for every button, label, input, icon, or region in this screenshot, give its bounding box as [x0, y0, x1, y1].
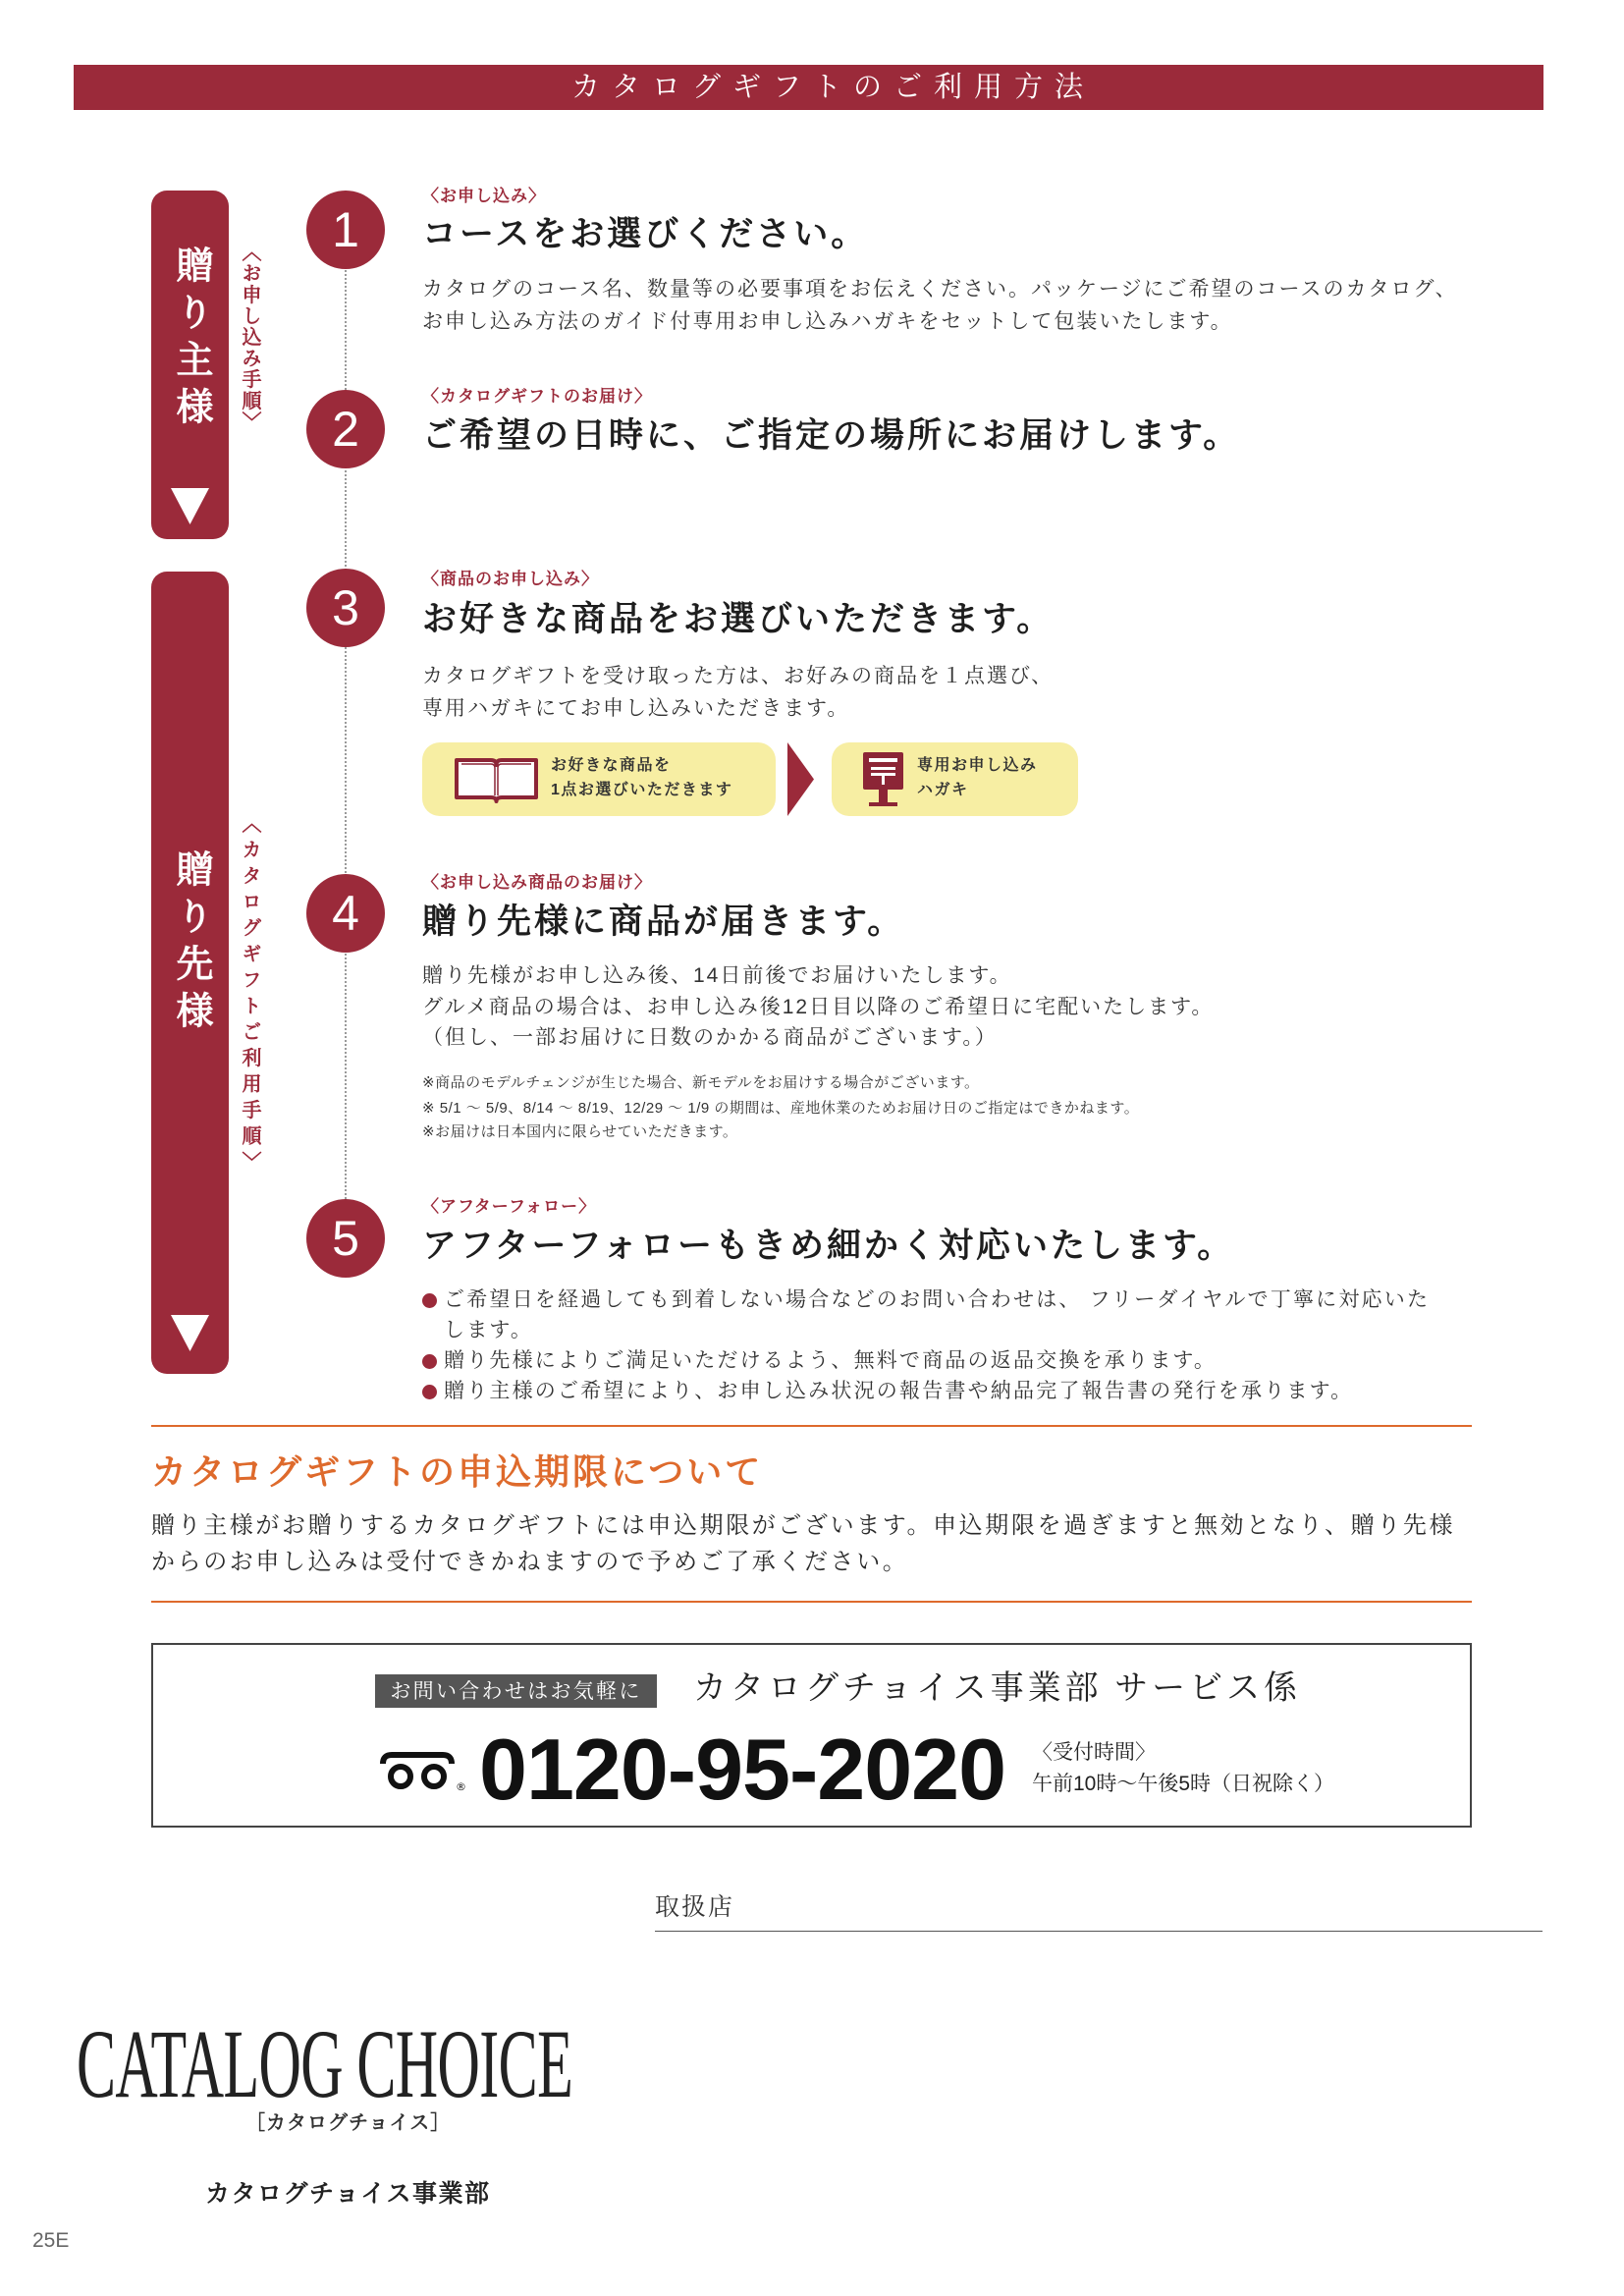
step-3-body-line: 専用ハガキにてお申し込みいただきます。 — [422, 697, 850, 720]
step-number-badge: 4 — [306, 874, 385, 953]
deadline-text-line: からのお申し込みは受付できかねますので予めご了承ください。 — [151, 1549, 909, 1575]
step-1-body-line: お申し込み方法のガイド付専用お申し込みハガキをセットして包装いたします。 — [422, 310, 1233, 333]
brand-logo: CATALOG CHOICE — [77, 2009, 573, 2118]
postcard-box-line: ハガキ — [917, 782, 969, 798]
step-2-title: ご希望の日時に、ご指定の場所にお届けします。 — [422, 416, 1241, 455]
deadline-text-line: 贈り主様がお贈りするカタログギフトには申込期限がございます。申込期限を過ぎますと無効となり、贈り先様 — [151, 1512, 1456, 1539]
list-item-text: 贈り先様によりご満足いただけるよう、無料で商品の返品交換を承ります。 — [444, 1349, 1218, 1372]
deadline-heading: カタログギフトの申込期限について — [151, 1451, 764, 1492]
list-item — [422, 1345, 1443, 1376]
recipient-caption: 〈カタログギフトご利用手順〉 — [239, 813, 260, 1177]
postcard-box-line: 専用お申し込み — [917, 757, 1038, 774]
divider — [151, 1425, 1472, 1427]
postbox-icon — [861, 750, 905, 808]
recipient-label: 贈り先様 — [170, 849, 211, 1038]
bullet-icon — [422, 1293, 437, 1308]
step-number-badge: 3 — [306, 569, 385, 647]
step-4-note: ※ 5/1 ～ 5/9、8/14 ～ 8/19、12/29 ～ 1/9 の期間は、産地休業のためお届け日のご指定はできかねます。 — [422, 1100, 1140, 1117]
step-4-body-line: （但し、一部お届けに日数のかかる商品がございます。） — [422, 1026, 998, 1049]
select-box-line: 1点お選びいただきます — [551, 782, 733, 798]
hours-label: 〈受付時間〉 — [1032, 1741, 1156, 1764]
brand-reading: ［カタログチョイス］ — [245, 2112, 452, 2134]
down-arrow-icon — [171, 1315, 209, 1351]
brand-division: カタログチョイス事業部 — [205, 2180, 491, 2208]
step-number-badge: 2 — [306, 390, 385, 468]
down-arrow-icon — [171, 488, 209, 524]
step-4-tag: 〈お申し込み商品のお届け〉 — [422, 873, 652, 892]
sender-caption: 〈お申し込み手順〉 — [239, 242, 260, 433]
step-5-title: アフターフォローもきめ細かく対応いたします。 — [422, 1227, 1235, 1265]
postcard-box — [832, 742, 1078, 816]
registered-mark: ® — [456, 1780, 466, 1791]
list-item — [422, 1285, 1443, 1345]
step-3-body-line: カタログギフトを受け取った方は、お好みの商品を１点選び、 — [422, 665, 1055, 687]
freedial-icon — [377, 1749, 467, 1791]
dealer-label: 取扱店 — [655, 1893, 735, 1921]
contact-department: カタログチョイス事業部 サービス係 — [693, 1670, 1302, 1707]
page-title: カタログギフトのご利用方法 — [571, 72, 1096, 103]
step-number-badge: 1 — [306, 191, 385, 269]
timeline-dotted-line — [345, 230, 347, 1238]
phone-number: 0120-95-2020 — [479, 1721, 1006, 1818]
recipient-pill — [151, 572, 229, 1374]
sender-pill — [151, 191, 229, 539]
step-4-body-line: グルメ商品の場合は、お申し込み後12日目以降のご希望日に宅配いたします。 — [422, 996, 1215, 1018]
step-number-badge: 5 — [306, 1199, 385, 1278]
select-product-box — [422, 742, 776, 816]
header-bar — [74, 65, 1543, 110]
hours-value: 午前10時～午後5時（日祝除く） — [1032, 1773, 1335, 1795]
dealer-underline — [655, 1931, 1543, 1932]
contact-label: お問い合わせはお気軽に — [375, 1674, 657, 1708]
list-item — [422, 1376, 1443, 1406]
step-1-tag: 〈お申し込み〉 — [422, 187, 546, 205]
step-3-title: お好きな商品をお選びいただきます。 — [422, 600, 1055, 638]
step-5-tag: 〈アフターフォロー〉 — [422, 1197, 597, 1216]
contact-box — [151, 1643, 1472, 1828]
bullet-icon — [422, 1385, 437, 1399]
after-follow-list — [422, 1285, 1443, 1406]
bullet-icon — [422, 1354, 437, 1369]
step-3-tag: 〈商品のお申し込み〉 — [422, 570, 599, 588]
sender-label: 贈り主様 — [170, 246, 211, 434]
select-box-line: お好きな商品を — [551, 757, 672, 774]
list-item-text: 贈り主様のご希望により、お申し込み状況の報告書や納品完了報告書の発行を承ります。 — [444, 1380, 1354, 1402]
step-4-note: ※商品のモデルチェンジが生じた場合、新モデルをお届けする場合がございます。 — [422, 1074, 980, 1091]
open-book-icon — [454, 754, 539, 804]
step-1-body-line: カタログのコース名、数量等の必要事項をお伝えください。パッケージにご希望のコースのカタログ、 — [422, 278, 1458, 301]
step-4-title: 贈り先様に商品が届きます。 — [422, 902, 905, 941]
divider — [151, 1601, 1472, 1603]
right-arrow-icon — [787, 742, 814, 816]
step-2-tag: 〈カタログギフトのお届け〉 — [422, 387, 652, 406]
step-1-title: コースをお選びください。 — [422, 215, 869, 253]
list-item-text: ご希望日を経過しても到着しない場合などのお問い合わせは、 フリーダイヤルで丁寧に対応いたします。 — [444, 1288, 1431, 1341]
step-4-note: ※お届けは日本国内に限らせていただきます。 — [422, 1123, 738, 1140]
step-4-body-line: 贈り先様がお申し込み後、14日前後でお届けいたします。 — [422, 964, 1012, 987]
page-number: 25E — [32, 2229, 70, 2252]
